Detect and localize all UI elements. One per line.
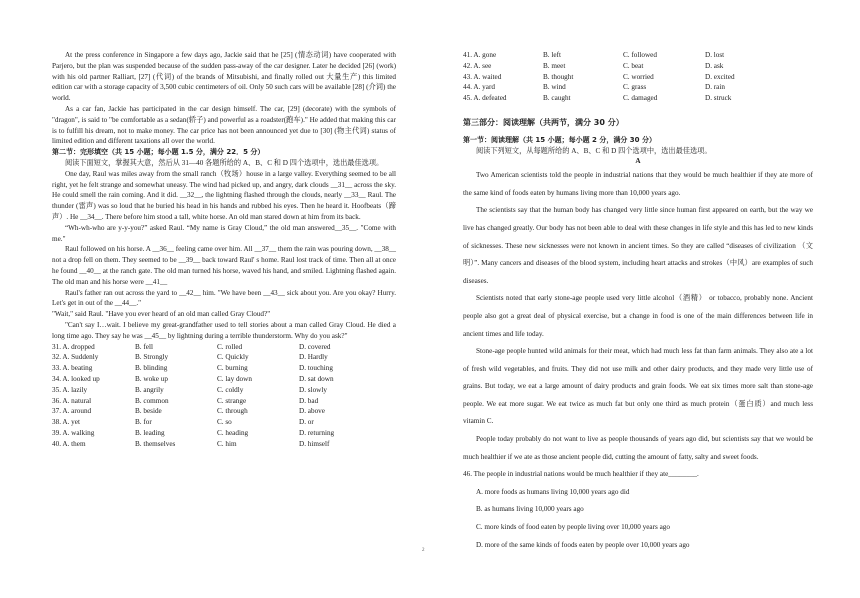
story-paragraph: Raul followed on his horse. A __36__ feeling came over him. All __37__ them the rain was pouring down, __38__ not a drop fell on them. They seemed to be __39__ back toward Raul' s home. Raul lost track of time. Then all at once he found __40__ at the ranch gate. The old man turned his horse, waved his hand, and smiled. Lightning flashed again. The old man and his horse were __41__: [52, 245, 396, 286]
passage-label: A: [635, 157, 641, 166]
story-paragraph: "Can't say I…wait. I believe my great-grandfather used to tell stories about a man called Gray Cloud. He died a long time ago. They say he was __45__ by lightning during a terrible thunderstorm. Why do you ask?": [52, 320, 396, 340]
part3-title: 第三部分：阅读理解（共两节，满分 30 分）: [463, 117, 624, 127]
option-row: 38. A. yet B. for C. so D. or: [52, 418, 314, 427]
passage-paragraph: Stone-age people hunted wild animals for their meat, which had much less fat than farm animals. They also ate a lot of fresh wild vegetables, and fruits. They did not use milk and other dairy products, and they made very little use of grains. But today, we eat a large amount of dairy products and grain foods. We eat six times more salt than stone-age people. We eat more sugar. We eat twice as much fat but only one third as much protein（蛋白质）and much less vitamin C.: [463, 347, 813, 426]
answer-option: A. more foods as humans living 10,000 years ago did: [475, 487, 630, 496]
option-row: 40. A. them B. themselves C. him D. himself: [52, 439, 330, 448]
passage-paragraph: The scientists say that the human body has changed very little since human first appeared on earth, but the way we live has changed greatly. Our body has not been able to deal with these changes in life style and this has led to new kinds of sicknesses. These new sicknesses were not known in ancient times. So they are called “diseases of civilization （文明）”. Many cancers and diseases of the blood system, including heart attacks and strokes（中风）are examples of such diseases.: [463, 206, 813, 285]
section2-instructions: 阅读下面短文，掌握其大意，然后从 31—40 各题所给的 A、B、C 和 D 四个选项中，选出最佳选项。: [64, 158, 384, 167]
section1-title: 第一节：阅读理解（共 15 小题；每小题 2 分，满分 30 分）: [463, 135, 656, 144]
story-paragraph: "Wait," said Raul. "Have you ever heard of an old man called Gray Cloud?": [52, 310, 271, 319]
option-row: 32. A. Suddenly B. Strongly C. Quickly D. Hardly: [52, 353, 328, 362]
answer-option: B. as humans living 10,000 years ago: [475, 505, 584, 514]
option-row: 35. A. lazily B. angrily C. coldly D. slowly: [52, 385, 327, 394]
option-row: 43. A. waited B. thought C. worried D. excited: [463, 72, 735, 81]
story-paragraph: “Wh-wh-who are y-y-you?” asked Raul. “My name is Gray Cloud,” the old man answered__35__. "Come with me.": [52, 223, 396, 243]
story-paragraph: One day, Raul was miles away from the small ranch（牧场）house in a large valley. Everything seemed to be all right, yet he felt strange and somewhat uneasy. The wind had picked up, and angry, dark clouds __31__ across the sky. He could smell the rain coming. And it did. __32__, the lightning flashed through the clouds, nearly __33__ Raul. The thunder (雷声) was so loud that he buried his head in his hands and rubbed his eyes. Then he heard it. Hoofbeats（蹄声）. He __34__. There before him stood a tall, white horse. An old man stared down at him from its back.: [52, 169, 396, 221]
cloze-options: [52, 342, 396, 450]
passage-paragraph: Scientists noted that early stone-age people used very little alcohol（酒精） or tobacco, probably none. Ancient people also got a great deal of physical exercise, but a change in food is one of the main differences between life in ancient times and life today.: [463, 294, 813, 338]
option-row: 45. A. defeated B. caught C. damaged D. struck: [463, 94, 732, 103]
passage-paragraph: People today probably do not want to live as people thousands of years ago did, but scientists say that we would be much healthier if we ate as those ancient people did, cutting the amount of fatty, salty and sweet foods.: [463, 435, 813, 461]
section1-instructions: 阅读下列短文，从每题所给的 A、B、C 和 D 四个选项中，选出最佳选项。: [475, 146, 712, 155]
story-paragraph: Raul's father ran out across the yard to __42__ him. "We have been __43__ sick about you. Are you okay? Hurry. Let's get in out of the __44__.": [52, 288, 396, 308]
option-row: 42. A. see B. meet C. beat D. ask: [463, 61, 724, 70]
paragraph-grammar-2: As a car fan, Jackie has participated in the car design himself. The car, [29] (decorate) with the symbols of "dragon", is said to "be comfortable as a sedan(轿子) and powerful as a roadster(跑车)." He added that making this car is to fulfill his dream, not to make money. The car price has not been announced yet due to [30] (物主代词) status of limited edition and different taxations all over the world.: [52, 104, 396, 146]
paragraph-grammar-1: At the press conference in Singapore a few days ago, Jackie said that he [25] (情态动词) have cooperated with Parjero, but the plan was suspended because of the sudden pass-away of the car designer. Later he decided [26] (work) with his old partner Ralliart, [27] (代词) of the brands of Mitsubishi, and finally rolled out 大量生产) this limited edition car with a storage capacity of 3,500 cubic centimeters of oil. Only 50 such cars will be available [28] (介词) the world.: [52, 51, 396, 103]
option-row: 39. A. walking B. leading C. heading D. returning: [52, 428, 335, 437]
section2-title: 第二节：完形填空（共 15 小题；每小题 1.5 分，满分 22．5 分）: [52, 148, 265, 157]
option-row: 34. A. looked up B. woke up C. lay down D. sat down: [52, 374, 334, 383]
right-column: [463, 50, 813, 554]
option-row: 37. A. around B. beside C. through D. above: [52, 407, 325, 416]
option-row: 44. A. yard B. wind C. grass D. rain: [463, 83, 725, 92]
left-column: [52, 50, 396, 449]
page-number: 2: [422, 548, 425, 553]
option-row: 31. A. dropped B. fell C. rolled D. covered: [52, 342, 331, 351]
answer-option: D. more of the same kinds of foods eaten by people over 10,000 years ago: [475, 540, 690, 549]
option-row: 33. A. beating B. blinding C. burning D. touching: [52, 364, 333, 373]
option-row: 41. A. gone B. left C. followed D. lost: [463, 51, 725, 59]
passage-paragraph: Two American scientists told the people in industrial nations that they would be much healthier if they ate more of the same kind of foods eaten by humans living more than 10,000 years ago.: [463, 171, 813, 197]
answer-option: C. more kinds of food eaten by people living over 10,000 years ago: [475, 523, 670, 532]
reading-passage: [463, 167, 813, 554]
option-row: 36. A. natural B. common C. strange D. bad: [52, 396, 319, 405]
question-46: 46. The people in industrial nations would be much healthier if they ate________.: [463, 470, 699, 479]
cloze-options-continued: [463, 50, 813, 104]
